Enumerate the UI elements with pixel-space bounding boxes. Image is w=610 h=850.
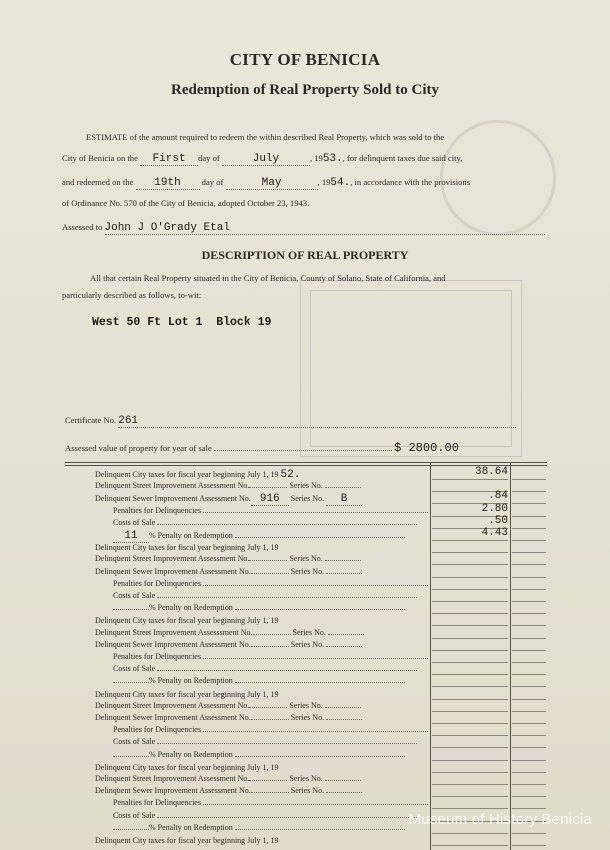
amount-cell-rule-2 [512,613,546,614]
amount-cell-rule-2 [512,808,546,809]
amount-cell-rule [432,808,508,809]
sold-month: July [252,153,280,165]
amount-cell-rule-2 [512,711,546,712]
table-col-2 [510,462,511,850]
row-penalty: 11 % Penalty on Redemption [113,530,405,543]
row-city-tax: Delinquent City taxes for fiscal year beginning July 1, 19 [95,689,279,699]
row-penalty: % Penalty on Redemption [113,823,405,832]
row-penalties: Penalties for Delinquencies [113,725,428,734]
amount-cell-rule [432,686,508,687]
row-street: Delinquent Street Improvement Assesssment No. Series No. [95,628,364,637]
amount-cell-rule-2 [512,577,546,578]
amount-cell-rule-2 [512,674,546,675]
estimate-line-1: ESTIMATE of the amount required to redeem the within described Real Property, which was sold to the [86,132,445,142]
description-heading: DESCRIPTION OF REAL PROPERTY [201,248,409,262]
amount-cell-rule [432,564,508,565]
amount-cell-rule-2 [512,516,546,517]
amount-cell-rule [432,723,508,724]
amount-cell-rule [432,735,508,736]
amount-cell-rule-2 [512,528,546,529]
amount-cell-rule [432,601,508,602]
amount-value: 2.80 [481,502,508,515]
table-top-rule [65,462,547,463]
amount-cell-rule-2 [512,723,546,724]
assessed-to-line: Assessed to John J O'Grady Etal [62,222,545,235]
museum-watermark: Museum of History Benicia [408,811,592,828]
amount-cell-rule-2 [512,491,546,492]
amount-cell-rule [432,613,508,614]
amount-cell-rule-2 [512,650,546,651]
page-subtitle: Redemption of Real Property Sold to City [170,82,440,98]
amount-cell-rule-2 [512,564,546,565]
row-street: Delinquent Street Improvement Assessment No. Series No. [95,774,361,783]
description-line-2: particularly described as follows, to-wit: [62,290,202,300]
property-description: West 50 Ft Lot 1 Block 19 [92,316,272,329]
amount-cell-rule-2 [512,601,546,602]
row-costs: Costs of Sale [113,591,417,600]
row-penalties: Penalties for Delinquencies [113,798,428,807]
row-sewer: Delinquent Sewer Improvement Assessment No. Series No. [95,713,362,722]
estimate-line-4: of Ordinance No. 570 of the City of Benicia, adopted October 23, 1943. [62,198,310,208]
amount-cell-rule [432,540,508,541]
row-costs: Costs of Sale [113,737,417,746]
redeemed-year: 54. [330,177,351,189]
estimate-line-2: City of Benicia on the First day of July , 1953., for delinquent taxes due said city, [62,153,463,165]
assessed-value-line: Assessed value of property for year of sale $ 2800.00 [65,441,459,455]
amount-cell-rule [432,711,508,712]
amount-cell-rule [432,479,508,480]
amount-cell-rule [432,796,508,797]
row-city-tax: Delinquent City taxes for fiscal year beginning July 1, 19 [95,762,279,772]
amount-cell-rule-2 [512,479,546,480]
row-costs: Costs of Sale [113,664,417,673]
amount-cell-rule [432,577,508,578]
amount-cell-rule-2 [512,540,546,541]
row-street: Delinquent Street Improvement Assessment No. Series No. [95,554,361,563]
amount-cell-rule [432,784,508,785]
row-penalties: Penalties for Delinquencies [113,652,428,661]
amount-cell-rule [432,833,508,834]
sold-day: First [152,153,186,165]
amount-cell-rule-2 [512,552,546,553]
amount-cell-rule-2 [512,662,546,663]
row-street: Delinquent Street Improvement Assessment No. Series No. [95,701,361,710]
assessed-to-name: John J O'Grady Etal [104,222,230,234]
certificate-number: 261 [118,415,139,427]
amount-cell-rule [432,650,508,651]
amount-cell-rule-2 [512,784,546,785]
amount-cell-rule [432,552,508,553]
row-city-tax: Delinquent City taxes for fiscal year beginning July 1, 19 [95,543,279,553]
row-sewer: Delinquent Sewer Improvement Assessment No. Series No. [95,640,362,649]
row-penalties: Penalties for Delinquencies [113,579,428,588]
row-sewer: Delinquent Sewer Improvement Assessment No. 916 Series No. B [95,493,362,506]
amount-cell-rule-2 [512,589,546,590]
amount-cell-rule [432,845,508,846]
amount-cell-rule [432,589,508,590]
amount-cell-rule [432,638,508,639]
penalty-percent: 11 [124,530,138,542]
row-penalties: Penalties for Delinquencies [113,506,428,515]
row-sewer: Delinquent Sewer Improvement Assessment No. Series No. [95,786,362,795]
amount-cell-rule [432,747,508,748]
amount-cell-rule-2 [512,833,546,834]
amount-cell-rule [432,674,508,675]
amount-cell-rule-2 [512,845,546,846]
assessed-value: $ 2800.00 [394,441,459,455]
row-city-tax: Delinquent City taxes for fiscal year beginning July 1, 19 52. [95,469,301,481]
row-penalty: % Penalty on Redemption [113,603,405,612]
series-number: B [340,493,348,506]
row-city-tax: Delinquent City taxes for fiscal year beginning July 1, 19 [95,616,279,626]
redeemed-month: May [261,177,282,189]
row-penalty: % Penalty on Redemption [113,676,405,685]
amount-value: .84 [488,490,508,503]
row-costs: Costs of Sale [113,518,417,527]
row-costs: Costs of Sale [113,811,417,820]
description-line-1: All that certain Real Property situated in the City of Benicia, County of Solano, State of California, and [90,273,446,283]
redeemed-day: 19th [154,177,181,189]
amount-cell-rule-2 [512,686,546,687]
assessment-number: 916 [259,493,280,506]
amount-cell-rule [432,760,508,761]
fiscal-year: 52. [280,469,301,481]
amount-cell-rule [432,699,508,700]
amount-cell-rule-2 [512,699,546,700]
row-street: Delinquent Street Improvement Assessment No. Series No. [95,481,361,490]
amount-cell-rule-2 [512,747,546,748]
amount-value: .50 [488,514,508,527]
sold-year: 53. [322,153,343,165]
estimate-line-3: and redeemed on the 19th day of May , 1954., in accordance with the provisions [62,177,471,189]
amount-cell-rule-2 [512,796,546,797]
amount-cell-rule [432,625,508,626]
amount-cell-rule-2 [512,638,546,639]
row-sewer: Delinquent Sewer Improvement Assessment No. Series No. [95,567,362,576]
amount-cell-rule-2 [512,772,546,773]
amount-cell-rule-2 [512,760,546,761]
amount-cell-rule [432,772,508,773]
certificate-line: Certificate No. 261 [65,415,516,428]
page-title: CITY OF BENICIA [229,50,381,69]
amount-value: 4.43 [481,527,508,539]
amount-cell-rule [432,662,508,663]
row-penalty: % Penalty on Redemption [113,750,405,759]
amount-cell-rule-2 [512,625,546,626]
amount-value: 38.64 [474,466,508,478]
row-city-tax: Delinquent City taxes for fiscal year beginning July 1, 19 [95,836,279,845]
amount-cell-rule-2 [512,503,546,504]
table-col-1 [430,462,431,850]
amount-cell-rule-2 [512,735,546,736]
